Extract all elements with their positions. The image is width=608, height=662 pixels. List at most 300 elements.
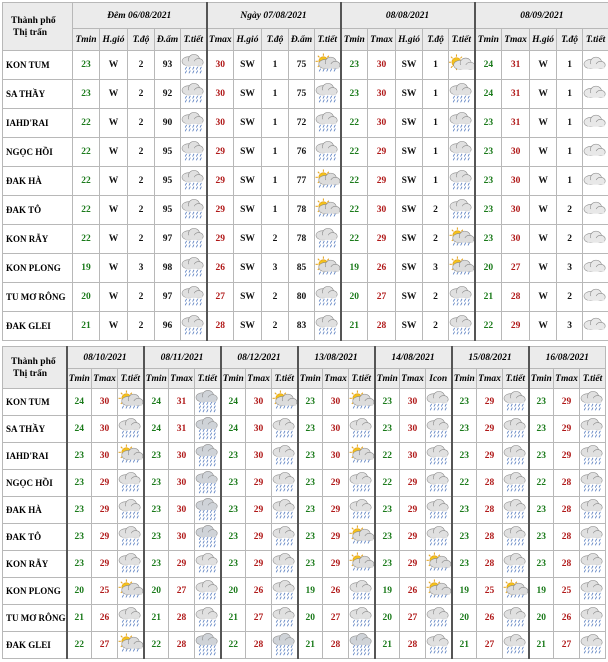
value-cell: 29 (323, 470, 349, 497)
column-header: Đ.ẩm (289, 29, 315, 51)
value-cell: 29 (400, 497, 426, 524)
partly-cloudy-icon (449, 53, 474, 77)
weather-cell (580, 443, 606, 470)
value-cell: 23 (375, 389, 400, 416)
value-cell: 28 (207, 312, 234, 341)
value-cell: 2 (557, 283, 583, 312)
column-header: H.gió (530, 29, 557, 51)
value-cell: W (530, 138, 557, 167)
value-cell: 83 (289, 312, 315, 341)
city-name: IAHD'RAI (3, 109, 73, 138)
value-cell: 31 (502, 51, 530, 80)
weather-cell (426, 443, 452, 470)
value-cell: 23 (67, 524, 92, 551)
day-header: Ngày 07/08/2021 (207, 3, 341, 29)
city-name: ĐAK TÔ (3, 524, 67, 551)
weather-cell (181, 80, 207, 109)
value-cell: 29 (368, 225, 396, 254)
cloud-rain-icon (315, 285, 340, 309)
value-cell: 90 (155, 109, 181, 138)
cloud-rain-icon (580, 390, 605, 414)
table-row (3, 254, 608, 283)
cloud-rain-icon (118, 552, 143, 576)
value-cell: 23 (221, 524, 246, 551)
column-header: Tmin (341, 29, 368, 51)
value-cell: 28 (554, 497, 580, 524)
weather-cell (449, 51, 475, 80)
value-cell: 95 (155, 138, 181, 167)
value-cell: 23 (221, 443, 246, 470)
column-header: H.gió (234, 29, 262, 51)
value-cell: 24 (67, 389, 92, 416)
weather-cell (503, 443, 529, 470)
value-cell: 27 (323, 605, 349, 632)
day-header: 14/08/2021 (375, 347, 452, 369)
value-cell: W (530, 51, 557, 80)
sun-cloud-rain-icon (118, 390, 143, 414)
value-cell: 22 (475, 312, 502, 341)
day-header: 08/11/2021 (144, 347, 221, 369)
weather-cell (118, 551, 144, 578)
weather-cell (349, 524, 375, 551)
value-cell: 20 (73, 283, 100, 312)
cloud-rain-icon (349, 579, 374, 603)
cloud-rain-icon (426, 417, 451, 441)
value-cell: 30 (207, 80, 234, 109)
value-cell: SW (396, 312, 423, 341)
value-cell: 22 (375, 443, 400, 470)
value-cell: 23 (73, 51, 100, 80)
weather-cell (118, 578, 144, 605)
value-cell: SW (234, 283, 262, 312)
value-cell: 3 (262, 254, 289, 283)
cloud-rain-icon (449, 169, 474, 193)
value-cell: 31 (502, 80, 530, 109)
cloud-rain-icon (449, 285, 474, 309)
cloud-rain-icon (272, 417, 297, 441)
value-cell: 23 (298, 551, 323, 578)
value-cell: 30 (92, 389, 118, 416)
value-cell: SW (234, 254, 262, 283)
value-cell: 29 (554, 416, 580, 443)
value-cell: 2 (557, 196, 583, 225)
weather-cell (583, 51, 608, 80)
value-cell: 75 (289, 51, 315, 80)
value-cell: 1 (423, 109, 449, 138)
day-header: 13/08/2021 (298, 347, 375, 369)
column-header: Tmax (368, 29, 396, 51)
value-cell: 29 (400, 470, 426, 497)
value-cell: 26 (400, 578, 426, 605)
column-header: Tmin (529, 369, 554, 389)
column-header: Tmin (475, 29, 502, 51)
value-cell: 21 (452, 632, 477, 659)
value-cell: 30 (368, 51, 396, 80)
city-header (3, 347, 67, 389)
value-cell: 30 (169, 524, 195, 551)
table-row (3, 443, 606, 470)
forecast-table-bottom (2, 346, 606, 659)
city-name: KON TUM (3, 389, 67, 416)
column-header: T.tiết (583, 29, 608, 51)
value-cell: 28 (246, 632, 272, 659)
value-cell: 29 (477, 416, 503, 443)
cloud-rain-icon (272, 525, 297, 549)
table-row (3, 605, 606, 632)
value-cell: W (100, 312, 128, 341)
weather-cell (583, 138, 608, 167)
city-name: ĐAK GLEI (3, 312, 73, 341)
value-cell: 23 (298, 470, 323, 497)
weather-cell (426, 605, 452, 632)
cloud-rain-icon (426, 606, 451, 630)
value-cell: 29 (368, 167, 396, 196)
cloud-rain-icon (503, 606, 528, 630)
value-cell: 1 (262, 109, 289, 138)
value-cell: 21 (73, 312, 100, 341)
weather-cell (583, 225, 608, 254)
cloud-rain-icon (503, 498, 528, 522)
value-cell: 26 (554, 605, 580, 632)
value-cell: 28 (400, 632, 426, 659)
weather-cell (349, 470, 375, 497)
cloud-rain-icon (503, 525, 528, 549)
cloudy-icon (583, 256, 608, 280)
cloud-rain-icon (118, 498, 143, 522)
weather-cell (181, 138, 207, 167)
value-cell: 30 (368, 80, 396, 109)
value-cell: 29 (323, 551, 349, 578)
value-cell: SW (396, 196, 423, 225)
value-cell: 29 (207, 196, 234, 225)
cloud-rain-icon (272, 498, 297, 522)
value-cell: 26 (246, 578, 272, 605)
weather-cell (426, 578, 452, 605)
value-cell: 2 (423, 283, 449, 312)
value-cell: 31 (169, 416, 195, 443)
sun-cloud-rain-icon (349, 525, 374, 549)
weather-cell (315, 312, 341, 341)
cloud-rain-icon (118, 417, 143, 441)
cloud-rain-icon (580, 471, 605, 495)
value-cell: 29 (400, 524, 426, 551)
value-cell: 23 (475, 196, 502, 225)
value-cell: 30 (323, 416, 349, 443)
value-cell: 2 (128, 225, 155, 254)
weather-cell (272, 605, 298, 632)
value-cell: 23 (144, 497, 169, 524)
sun-cloud-rain-icon (349, 390, 374, 414)
weather-cell (503, 497, 529, 524)
day-header: 15/08/2021 (452, 347, 529, 369)
cloud-rain-icon (503, 417, 528, 441)
value-cell: 2 (128, 138, 155, 167)
cloud-rain-icon (426, 498, 451, 522)
value-cell: 23 (73, 80, 100, 109)
value-cell: 24 (221, 389, 246, 416)
value-cell: SW (396, 225, 423, 254)
column-header: T.tiết (181, 29, 207, 51)
value-cell: 26 (477, 605, 503, 632)
table-row (3, 524, 606, 551)
value-cell: SW (234, 138, 262, 167)
cloud-rain-icon (195, 579, 220, 603)
column-header: Tmin (452, 369, 477, 389)
cloud-rain-icon (315, 82, 340, 106)
value-cell: SW (234, 225, 262, 254)
value-cell: SW (396, 254, 423, 283)
value-cell: SW (396, 138, 423, 167)
weather-cell (580, 470, 606, 497)
column-header: T.độ (128, 29, 155, 51)
cloud-rain-icon (181, 111, 206, 135)
heavy-rain-icon (195, 444, 220, 468)
heavy-rain-icon (195, 498, 220, 522)
column-header: Tmin (375, 369, 400, 389)
cloud-rain-icon (181, 256, 206, 280)
cloud-rain-icon (449, 82, 474, 106)
value-cell: 21 (221, 605, 246, 632)
value-cell: 23 (221, 470, 246, 497)
value-cell: 22 (341, 167, 368, 196)
weather-cell (503, 578, 529, 605)
heavy-rain-icon (195, 417, 220, 441)
value-cell: 21 (529, 632, 554, 659)
weather-cell (349, 416, 375, 443)
table-row (3, 470, 606, 497)
value-cell: 80 (289, 283, 315, 312)
cloud-rain-icon (349, 417, 374, 441)
weather-cell (272, 497, 298, 524)
value-cell: 23 (67, 551, 92, 578)
value-cell: W (530, 283, 557, 312)
value-cell: 28 (554, 470, 580, 497)
value-cell: 23 (529, 389, 554, 416)
value-cell: 96 (155, 312, 181, 341)
sun-cloud-rain-icon (426, 579, 451, 603)
weather-cell (195, 605, 221, 632)
column-header: Tmax (323, 369, 349, 389)
value-cell: 78 (289, 196, 315, 225)
column-header: H.gió (396, 29, 423, 51)
column-header: T.tiết (503, 369, 529, 389)
value-cell: 23 (144, 551, 169, 578)
weather-cell (503, 605, 529, 632)
value-cell: 1 (423, 51, 449, 80)
column-header: Tmax (92, 369, 118, 389)
city-name: TU MƠ RÔNG (3, 283, 73, 312)
value-cell: 23 (529, 497, 554, 524)
value-cell: 21 (144, 605, 169, 632)
cloud-rain-icon (426, 444, 451, 468)
sun-cloud-rain-icon (315, 53, 340, 77)
city-header-line2: Thị trấn (13, 368, 48, 379)
cloud-rain-icon (426, 525, 451, 549)
value-cell: SW (234, 167, 262, 196)
value-cell: 20 (298, 605, 323, 632)
weather-cell (315, 109, 341, 138)
value-cell: 1 (557, 51, 583, 80)
value-cell: 2 (128, 196, 155, 225)
weather-cell (118, 443, 144, 470)
value-cell: 97 (155, 225, 181, 254)
value-cell: 29 (554, 389, 580, 416)
weather-cell (583, 283, 608, 312)
value-cell: 1 (557, 167, 583, 196)
value-cell: W (100, 80, 128, 109)
value-cell: 30 (169, 470, 195, 497)
weather-cell (118, 497, 144, 524)
weather-cell (580, 389, 606, 416)
weather-cell (426, 632, 452, 659)
value-cell: 22 (221, 632, 246, 659)
cloud-rain-icon (580, 417, 605, 441)
heavy-rain-icon (195, 390, 220, 414)
city-name: TU MƠ RÔNG (3, 605, 67, 632)
value-cell: 21 (475, 283, 502, 312)
sun-cloud-rain-icon (449, 227, 474, 251)
value-cell: W (100, 167, 128, 196)
cloudy-icon (583, 82, 608, 106)
value-cell: 1 (262, 51, 289, 80)
value-cell: 23 (375, 524, 400, 551)
value-cell: 29 (207, 138, 234, 167)
cloudy-icon (583, 227, 608, 251)
cloud-rain-icon (181, 314, 206, 338)
weather-cell (195, 416, 221, 443)
value-cell: 23 (67, 470, 92, 497)
value-cell: 19 (375, 578, 400, 605)
city-name: NGỌC HỒI (3, 138, 73, 167)
column-header: Tmin (67, 369, 92, 389)
cloud-rain-icon (315, 140, 340, 164)
weather-cell (349, 389, 375, 416)
sun-cloud-rain-icon (426, 552, 451, 576)
value-cell: 22 (67, 632, 92, 659)
value-cell: 29 (323, 524, 349, 551)
value-cell: 2 (128, 109, 155, 138)
weather-cell (181, 254, 207, 283)
weather-cell (272, 470, 298, 497)
cloudy-icon (583, 140, 608, 164)
weather-cell (181, 225, 207, 254)
column-header: Tmax (477, 369, 503, 389)
weather-cell (583, 196, 608, 225)
value-cell: 28 (477, 524, 503, 551)
value-cell: 21 (341, 312, 368, 341)
value-cell: 23 (529, 416, 554, 443)
column-header: Tmax (400, 369, 426, 389)
value-cell: 30 (169, 497, 195, 524)
cloud-rain-icon (118, 471, 143, 495)
value-cell: 72 (289, 109, 315, 138)
weather-cell (583, 312, 608, 341)
value-cell: 23 (375, 551, 400, 578)
city-name: ĐAK HÀ (3, 497, 67, 524)
cloud-rain-icon (181, 140, 206, 164)
value-cell: 22 (73, 109, 100, 138)
value-cell: 27 (400, 605, 426, 632)
value-cell: 1 (262, 196, 289, 225)
cloud-rain-icon (181, 285, 206, 309)
weather-cell (195, 443, 221, 470)
value-cell: 1 (423, 167, 449, 196)
cloud-rain-icon (449, 314, 474, 338)
value-cell: 30 (92, 416, 118, 443)
value-cell: 24 (144, 389, 169, 416)
cloud-rain-icon (181, 198, 206, 222)
city-name: SA THẦY (3, 80, 73, 109)
value-cell: 20 (529, 605, 554, 632)
value-cell: 30 (502, 196, 530, 225)
weather-cell (272, 524, 298, 551)
cloud-rain-icon (503, 471, 528, 495)
column-header: T.tiết (118, 369, 144, 389)
weather-cell (349, 443, 375, 470)
value-cell: 23 (298, 497, 323, 524)
value-cell: 21 (67, 605, 92, 632)
weather-cell (449, 80, 475, 109)
value-cell: W (100, 283, 128, 312)
sun-cloud-rain-icon (315, 256, 340, 280)
heavy-rain-icon (272, 633, 297, 657)
value-cell: 1 (262, 167, 289, 196)
column-header: Tmin (144, 369, 169, 389)
cloud-rain-icon (580, 606, 605, 630)
value-cell: 23 (144, 524, 169, 551)
value-cell: 29 (92, 551, 118, 578)
value-cell: 27 (502, 254, 530, 283)
value-cell: 29 (502, 312, 530, 341)
value-cell: 23 (452, 524, 477, 551)
cloudy-icon (583, 198, 608, 222)
value-cell: 29 (246, 524, 272, 551)
value-cell: 29 (400, 551, 426, 578)
value-cell: 30 (246, 443, 272, 470)
weather-cell (349, 578, 375, 605)
value-cell: 22 (341, 138, 368, 167)
cloud-rain-icon (315, 227, 340, 251)
value-cell: 23 (298, 389, 323, 416)
value-cell: 21 (298, 632, 323, 659)
value-cell: 26 (207, 254, 234, 283)
weather-cell (118, 605, 144, 632)
cloud-rain-icon (195, 606, 220, 630)
table-row (3, 389, 606, 416)
value-cell: 30 (368, 109, 396, 138)
weather-cell (315, 80, 341, 109)
value-cell: 2 (423, 196, 449, 225)
value-cell: 30 (502, 167, 530, 196)
value-cell: 20 (144, 578, 169, 605)
weather-cell (580, 524, 606, 551)
column-header: T.tiết (195, 369, 221, 389)
value-cell: 20 (452, 605, 477, 632)
value-cell: 31 (502, 109, 530, 138)
column-header: Tmax (554, 369, 580, 389)
weather-cell (580, 416, 606, 443)
value-cell: 23 (529, 524, 554, 551)
weather-cell (583, 109, 608, 138)
value-cell: 1 (423, 138, 449, 167)
value-cell: 2 (262, 225, 289, 254)
value-cell: 28 (169, 605, 195, 632)
weather-cell (426, 416, 452, 443)
value-cell: 75 (289, 80, 315, 109)
value-cell: W (530, 254, 557, 283)
value-cell: 92 (155, 80, 181, 109)
weather-cell (195, 632, 221, 659)
